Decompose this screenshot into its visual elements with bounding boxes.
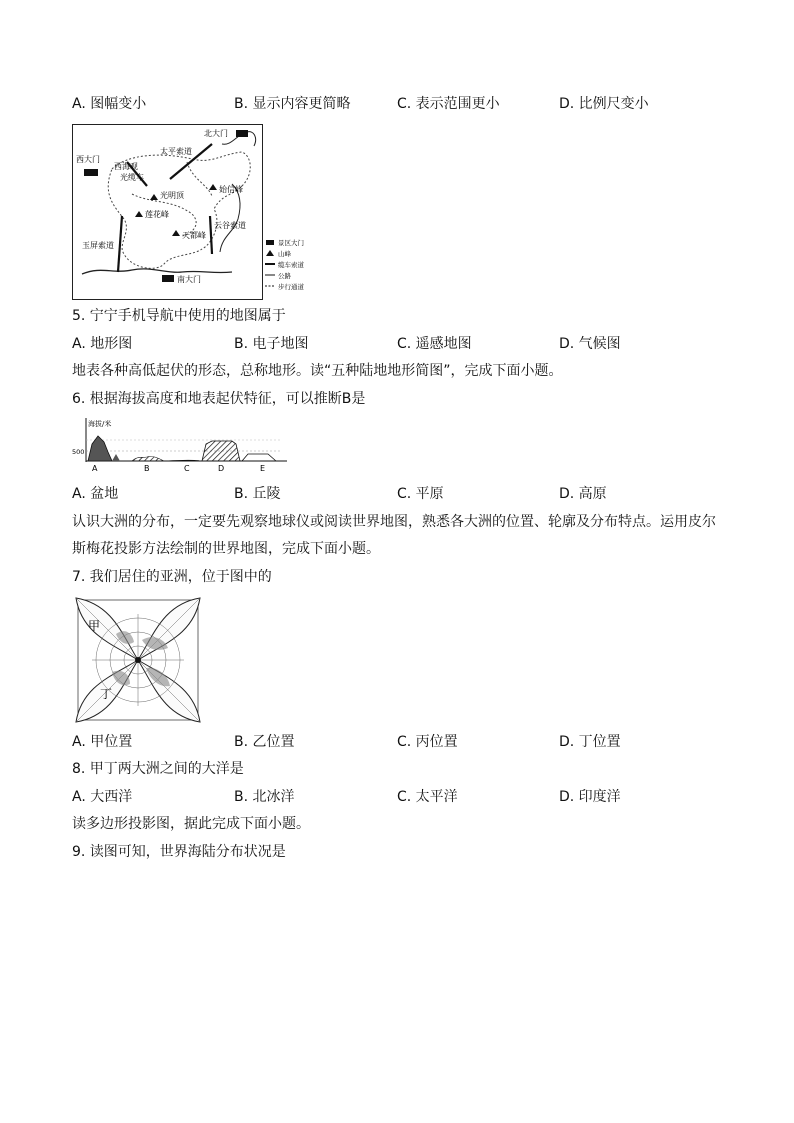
q6-option-d[interactable]: D. 高原 [559, 486, 607, 502]
map-label-taiping: 太平索道 [160, 147, 192, 156]
map-label-south-gate: 南大门 [177, 275, 201, 284]
svg-text:缆车索道: 缆车索道 [278, 261, 304, 269]
q4-option-a[interactable]: A. 图幅变小 [72, 96, 147, 112]
q6-option-b[interactable]: B. 丘陵 [234, 486, 281, 502]
map-label-lianhua: 莲花峰 [145, 210, 169, 219]
q5-option-b[interactable]: B. 电子地图 [234, 336, 309, 352]
intro-terrain: 地表各种高低起伏的形态，总称地形。读“五种陆地地形简图”，完成下面小题。 [72, 363, 563, 379]
q5-option-d[interactable]: D. 气候图 [559, 336, 621, 352]
svg-text:C: C [184, 464, 190, 473]
q7-option-d[interactable]: D. 丁位置 [559, 734, 621, 750]
q7-option-c[interactable]: C. 丙位置 [397, 734, 458, 750]
svg-text:景区大门: 景区大门 [278, 239, 304, 247]
profile-axis-label: 海拔/米 [88, 420, 112, 428]
map-label-tiandu: 天都峰 [182, 231, 206, 240]
q4-options [72, 94, 732, 114]
svg-text:D: D [218, 464, 225, 473]
profile-tick-500: 500 [72, 448, 85, 456]
profile-letters [92, 464, 265, 473]
q6-options [72, 484, 732, 504]
scenic-area-map [72, 124, 312, 306]
map-label-shixin: 始信峰 [219, 185, 243, 194]
map-label-west-gate: 西大门 [76, 155, 100, 164]
q6-option-c[interactable]: C. 平原 [397, 486, 444, 502]
map-legend [265, 238, 305, 291]
q5-options [72, 334, 732, 354]
q8-option-c[interactable]: C. 太平洋 [397, 789, 458, 805]
intro-continents-line1: 认识大洲的分布，一定要先观察地球仪或阅读世界地图，熟悉各大洲的位置、轮廓及分布特点。运用皮尔 [72, 514, 716, 530]
flower-label-ding: 丁 [100, 687, 113, 701]
svg-text:公路: 公路 [278, 272, 291, 280]
terrain-profile [72, 414, 294, 480]
flower-label-jia: 甲 [88, 619, 101, 633]
map-label-guangming: 光明顶 [160, 191, 184, 200]
intro-continents-line2: 斯梅花投影方法绘制的世界地图，完成下面小题。 [72, 541, 380, 557]
q9-stem: 9. 读图可知，世界海陆分布状况是 [72, 844, 286, 860]
intro-polygon-projection: 读多边形投影图，据此完成下面小题。 [72, 816, 310, 832]
q7-option-b[interactable]: B. 乙位置 [234, 734, 295, 750]
q4-option-b[interactable]: B. 显示内容更简略 [234, 96, 351, 112]
q8-option-a[interactable]: A. 大西洋 [72, 789, 133, 805]
q8-option-b[interactable]: B. 北冰洋 [234, 789, 295, 805]
q7-options [72, 732, 732, 752]
q6-option-a[interactable]: A. 盆地 [72, 486, 119, 502]
svg-text:山峰: 山峰 [278, 250, 291, 258]
q7-option-a[interactable]: A. 甲位置 [72, 734, 133, 750]
q5-stem: 5. 宁宁手机导航中使用的地图属于 [72, 308, 286, 324]
svg-text:B: B [144, 464, 150, 473]
q5-option-c[interactable]: C. 遥感地图 [397, 336, 472, 352]
q6-stem: 6. 根据海拔高度和地表起伏特征，可以推断B是 [72, 391, 366, 407]
map-label-yuping: 玉屏索道 [82, 241, 114, 250]
map-label-xihai-1: 西海观 [114, 162, 138, 171]
q4-option-d[interactable]: D. 比例尺变小 [559, 96, 649, 112]
map-label-north-gate: 北大门 [204, 129, 228, 138]
q8-stem: 8. 甲丁两大洲之间的大洋是 [72, 761, 244, 777]
q7-stem: 7. 我们居住的亚洲，位于图中的 [72, 569, 272, 585]
peirce-flower-projection [72, 594, 204, 730]
q4-option-c[interactable]: C. 表示范围更小 [397, 96, 500, 112]
map-label-yungu: 云谷索道 [214, 221, 246, 230]
q8-option-d[interactable]: D. 印度洋 [559, 789, 621, 805]
map-label-xihai-2: 光缆车 [120, 173, 144, 182]
svg-text:步行通道: 步行通道 [278, 283, 304, 291]
svg-text:A: A [92, 464, 98, 473]
svg-text:E: E [260, 464, 266, 473]
q8-options [72, 787, 732, 807]
q5-option-a[interactable]: A. 地形图 [72, 336, 133, 352]
